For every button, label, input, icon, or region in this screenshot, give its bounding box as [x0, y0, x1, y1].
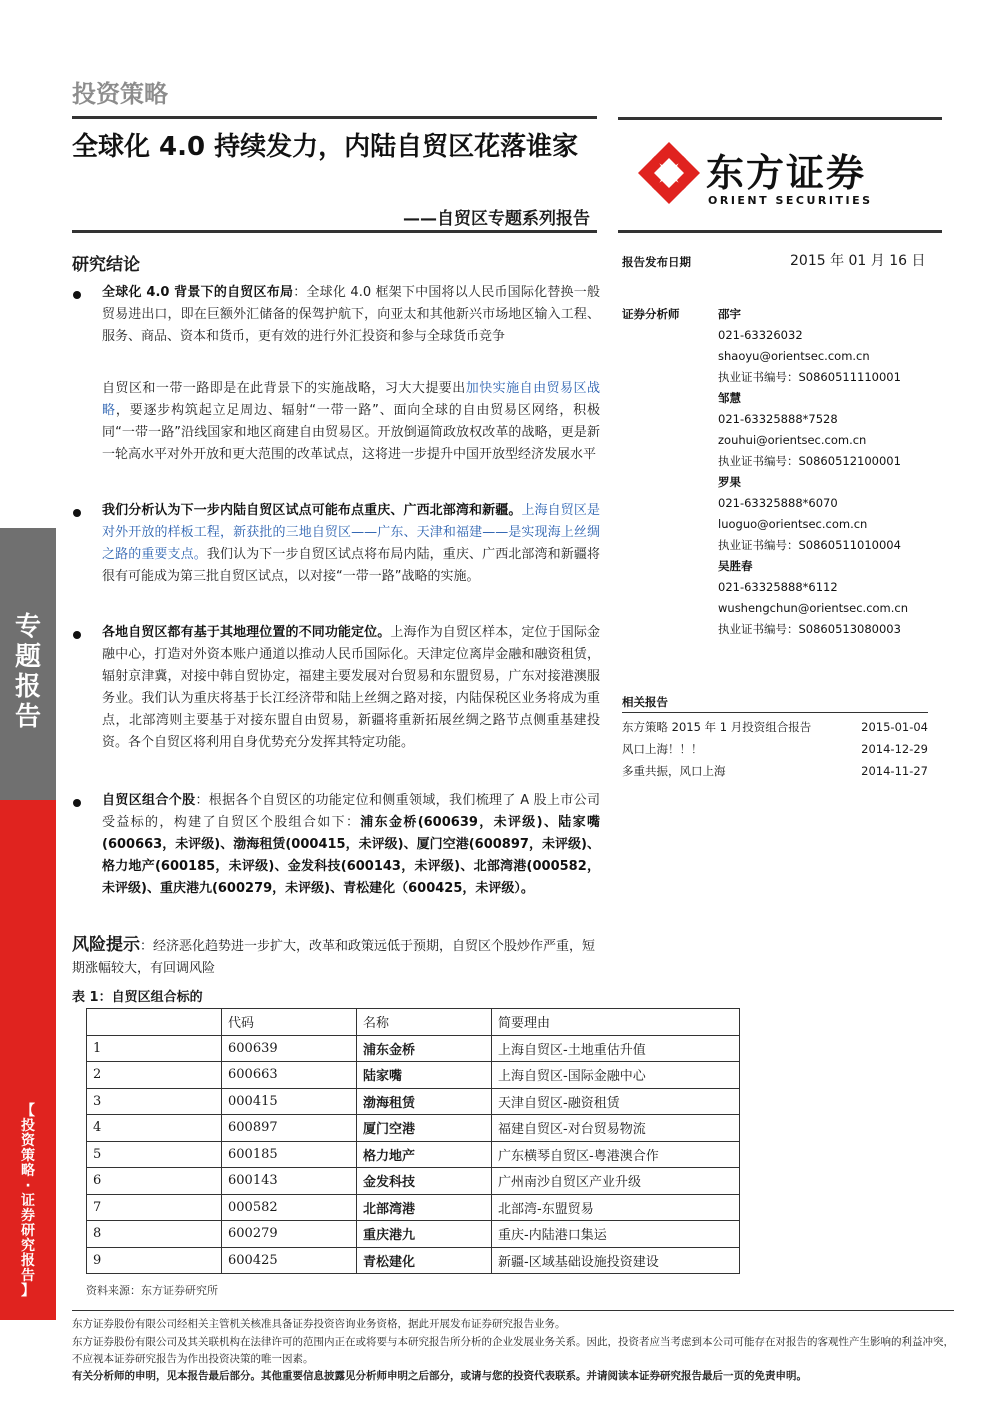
sidebar-char: · — [25, 1178, 31, 1194]
table-cell: 600185 — [222, 1141, 357, 1168]
table-header: 代码 — [222, 1009, 357, 1036]
related-report-title: 多重共振，风口上海 — [622, 764, 726, 778]
p1b-pre: 自贸区和一带一路即是在此背景下的实施战略，习大大提要出 — [102, 381, 466, 396]
p3-lead: 各地自贸区都有基于其地理位置的不同功能定位。 — [102, 625, 391, 640]
sidebar-char: 专 — [14, 612, 41, 642]
table-header: 名称 — [357, 1009, 492, 1036]
table-cell: 6 — [87, 1168, 222, 1195]
report-category: 投资策略 — [72, 80, 168, 108]
table-cell: 8 — [87, 1221, 222, 1248]
analyst-name: 罗果 — [718, 475, 741, 489]
risk-warning — [72, 934, 602, 980]
table-cell: 金发科技 — [357, 1168, 492, 1195]
related-report-date: 2014-11-27 — [861, 764, 928, 778]
related-report-item — [622, 738, 928, 760]
analyst-entry — [718, 388, 938, 472]
brand-name-cn: 东方证券 — [706, 151, 867, 195]
date-label: 报告发布日期 — [622, 255, 691, 269]
analyst-email: zouhui@orientsec.com.cn — [718, 433, 867, 447]
table-cell: 上海自贸区-土地重估升值 — [492, 1035, 740, 1062]
table-cell: 陆家嘴 — [357, 1062, 492, 1089]
bullet-icon — [73, 799, 81, 807]
p1b-post: ，要逐步构筑起立足周边、辐射“一带一路”、面向全球的自由贸易区网络，积极同“一带一路”沿线国家和地区商建自由贸易区。开放倒逼简政放权改革的战略，更是新一轮高水平对外开放和更大范围的改革试点，这将进一步提升中国开放型经济发展水平 — [102, 403, 600, 462]
table-cell: 000582 — [222, 1194, 357, 1221]
risk-label: 风险提示 — [72, 935, 140, 955]
table-header — [87, 1009, 222, 1036]
related-report-title: 风口上海！！！ — [622, 742, 703, 756]
table-cell: 广州南沙自贸区产业升级 — [492, 1168, 740, 1195]
table-cell: 600663 — [222, 1062, 357, 1089]
paragraph-2 — [102, 500, 600, 588]
sidebar-char: 研 — [21, 1223, 35, 1239]
table-caption: 表 1：自贸区组合标的 — [72, 990, 203, 1005]
related-list — [622, 716, 928, 782]
table-source: 资料来源：东方证券研究所 — [86, 1284, 218, 1297]
table-cell: 厦门空港 — [357, 1115, 492, 1142]
analyst-label: 证券分析师 — [622, 307, 680, 321]
footer-line-3: 有关分析师的申明，见本报告最后部分。其他重要信息披露见分析师申明之后部分，或请与您的投资代表联系。并请阅读本证券研究报告最后一页的免责申明。 — [72, 1370, 807, 1382]
p4-lead: 自贸区组合个股 — [102, 793, 196, 808]
table-cell: 600279 — [222, 1221, 357, 1248]
title-rule — [72, 230, 597, 233]
analyst-license: 执业证书编号：S0860511110001 — [718, 370, 901, 384]
analyst-license: 执业证书编号：S0860513080003 — [718, 622, 901, 636]
header-rule — [72, 116, 597, 119]
sidebar-char: 投 — [21, 1118, 35, 1134]
table-cell: 7 — [87, 1194, 222, 1221]
table-row — [87, 1194, 740, 1221]
p3-body: 上海作为自贸区样本，定位于国际金融中心，打造对外资本账户通道以推动人民币国际化。天津定位离岸金融和融资租赁，辐射京津冀，对接中韩自贸协定，福建主要发展对台贸易和东盟贸易，广东对接港澳服务业。我们认为重庆将基于长江经济带和陆上丝绸之路对接，内陆保税区业务将成为重点，北部湾则主要基于对接东盟自由贸易，新疆将重新拓展丝绸之路节点侧重基建投资。各个自贸区将利用自身优势充分发挥其特定功能。 — [102, 625, 600, 750]
paragraph-1 — [102, 282, 600, 348]
table-cell: 3 — [87, 1088, 222, 1115]
sidebar-char: 题 — [14, 642, 41, 672]
table-cell: 渤海租赁 — [357, 1088, 492, 1115]
sidebar-series-label — [14, 1104, 42, 1299]
table-cell: 上海自贸区-国际金融中心 — [492, 1062, 740, 1089]
table-cell: 重庆-内陆港口集运 — [492, 1221, 740, 1248]
table-cell: 9 — [87, 1247, 222, 1274]
related-report-date: 2014-12-29 — [861, 742, 928, 756]
sidebar-char: 证 — [21, 1193, 35, 1209]
table-cell: 5 — [87, 1141, 222, 1168]
table-cell: 格力地产 — [357, 1141, 492, 1168]
p2-highlight: 上海自贸区是对外开放的样板工程，新获批的三地自贸区——广东、天津和福建——是实现海上丝绸之路的重要支点。 — [102, 503, 600, 562]
table-cell: 福建自贸区-对台贸易物流 — [492, 1115, 740, 1142]
footer-line-1: 东方证券股份有限公司经相关主管机关核准具备证券投资咨询业务资格，据此开展发布证券研究报告业务。 — [72, 1318, 566, 1330]
table-row — [87, 1168, 740, 1195]
date-value: 2015 年 01 月 16 日 — [790, 253, 926, 269]
analyst-phone: 021-63325888*6112 — [718, 580, 838, 594]
p4-body: ：根据各个自贸区的功能定位和侧重领域，我们梳理了 A 股上市公司受益标的，构建了自贸区个股组合如下： — [102, 793, 600, 830]
analyst-email: wushengchun@orientsec.com.cn — [718, 601, 909, 615]
analyst-name: 吴胜春 — [718, 559, 753, 573]
report-subtitle: ——自贸区专题系列报告 — [403, 209, 590, 229]
bullet-icon — [73, 291, 81, 299]
table-cell: 4 — [87, 1115, 222, 1142]
analyst-entry — [718, 472, 938, 556]
paragraph-4 — [102, 790, 600, 900]
table-cell: 1 — [87, 1035, 222, 1062]
analyst-name: 邵宇 — [718, 307, 741, 321]
analyst-list — [718, 304, 938, 640]
table-cell: 浦东金桥 — [357, 1035, 492, 1062]
analyst-entry — [718, 304, 938, 388]
brand-name-en: ORIENT SECURITIES — [708, 194, 873, 207]
p1-body: ：全球化 4.0 框架下中国将以人民币国际化替换一般贸易进出口，即在巨额外汇储备的保驾护航下，向亚太和其他新兴市场地区输入工程、服务、商品、资本和货币，更有效的进行外汇投资和参与全球货币竞争 — [102, 285, 600, 344]
sidebar-char: 告 — [14, 702, 41, 732]
brand-top-rule — [618, 117, 942, 120]
sidebar-char: 【 — [21, 1103, 35, 1119]
p4-stocks: 浦东金桥(600639，未评级)、陆家嘴(600663，未评级)、渤海租赁(000415，未评级)、厦门空港(600897，未评级)、格力地产(600185，未评级)、金发科技(600143，未评级)、北部湾港(000582，未评级)、重庆港九(600279，未评级)、青松建化（600425，未评级）。 — [102, 815, 600, 896]
table-row — [87, 1221, 740, 1248]
paragraph-3 — [102, 622, 600, 754]
bullet-icon — [73, 631, 81, 639]
table-row — [87, 1247, 740, 1274]
table-row — [87, 1062, 740, 1089]
table-cell: 重庆港九 — [357, 1221, 492, 1248]
table-cell: 新疆-区域基础设施投资建设 — [492, 1247, 740, 1274]
sidebar-char: 资 — [21, 1133, 35, 1149]
related-label: 相关报告 — [622, 695, 668, 709]
brand-bottom-rule — [618, 230, 942, 233]
related-report-date: 2015-01-04 — [861, 720, 928, 734]
analyst-email: luoguo@orientsec.com.cn — [718, 517, 868, 531]
analyst-phone: 021-63325888*6070 — [718, 496, 838, 510]
analyst-phone: 021-63325888*7528 — [718, 412, 838, 426]
sidebar-char: 略 — [21, 1163, 35, 1179]
table-row — [87, 1088, 740, 1115]
orient-logo-icon — [636, 140, 702, 206]
sidebar-char: 】 — [21, 1283, 35, 1299]
p2-lead: 我们分析认为下一步内陆自贸区试点可能布点重庆、广西北部湾和新疆。 — [102, 503, 522, 518]
risk-text: ：经济恶化趋势进一步扩大，改革和政策远低于预期，自贸区个股炒作严重，短期涨幅较大，有回调风险 — [72, 939, 596, 976]
related-rule — [622, 712, 928, 713]
table-cell: 广东横琴自贸区-粤港澳合作 — [492, 1141, 740, 1168]
paragraph-1b — [102, 378, 600, 466]
table-cell: 青松建化 — [357, 1247, 492, 1274]
table-cell: 600897 — [222, 1115, 357, 1142]
table-row — [87, 1141, 740, 1168]
bullet-icon — [73, 509, 81, 517]
analyst-phone: 021-63326032 — [718, 328, 803, 342]
sidebar-char: 报 — [21, 1253, 35, 1269]
sidebar-report-type — [10, 612, 46, 732]
p2-body: 我们认为下一步自贸区试点将布局内陆，重庆、广西北部湾和新疆将很有可能成为第三批自贸区试点，以对接“一带一路”战略的实施。 — [102, 547, 600, 584]
related-report-item — [622, 716, 928, 738]
analyst-entry — [718, 556, 938, 640]
table-cell: 000415 — [222, 1088, 357, 1115]
analyst-email: shaoyu@orientsec.com.cn — [718, 349, 870, 363]
table-cell: 600639 — [222, 1035, 357, 1062]
stock-table — [86, 1008, 740, 1274]
table-row — [87, 1035, 740, 1062]
sidebar-char: 策 — [21, 1148, 35, 1164]
analyst-license: 执业证书编号：S0860512100001 — [718, 454, 901, 468]
table-cell: 北部湾港 — [357, 1194, 492, 1221]
related-report-item — [622, 760, 928, 782]
sidebar-char: 究 — [21, 1238, 35, 1254]
table-header: 简要理由 — [492, 1009, 740, 1036]
p1b-highlight: 加快实施自由贸易区战略 — [102, 381, 600, 418]
analyst-license: 执业证书编号：S0860511010004 — [718, 538, 901, 552]
sidebar-char: 券 — [21, 1208, 35, 1224]
table-cell: 600425 — [222, 1247, 357, 1274]
p1-lead: 全球化 4.0 背景下的自贸区布局 — [102, 285, 294, 300]
table-cell: 600143 — [222, 1168, 357, 1195]
report-title: 全球化 4.0 持续发力，内陆自贸区花落谁家 — [72, 132, 579, 162]
footer-line-2: 东方证券股份有限公司及其关联机构在法律许可的范围内正在或将要与本研究报告所分析的企业发展业务关系。因此，投资者应当考虑到本公司可能存在对报告的客观性产生影响的利益冲突，不应视本证券研究报告为作出投资决策的唯一因素。 — [72, 1336, 954, 1365]
section-heading: 研究结论 — [72, 255, 140, 275]
analyst-name: 邹慧 — [718, 391, 741, 405]
table-cell: 天津自贸区-融资租赁 — [492, 1088, 740, 1115]
table-row — [87, 1115, 740, 1142]
sidebar-char: 报 — [14, 672, 41, 702]
table-cell: 北部湾-东盟贸易 — [492, 1194, 740, 1221]
table-cell: 2 — [87, 1062, 222, 1089]
sidebar-char: 告 — [21, 1268, 35, 1284]
table-header-row — [87, 1009, 740, 1036]
footer-rule — [72, 1310, 954, 1311]
related-report-title: 东方策略 2015 年 1 月投资组合报告 — [622, 720, 812, 734]
